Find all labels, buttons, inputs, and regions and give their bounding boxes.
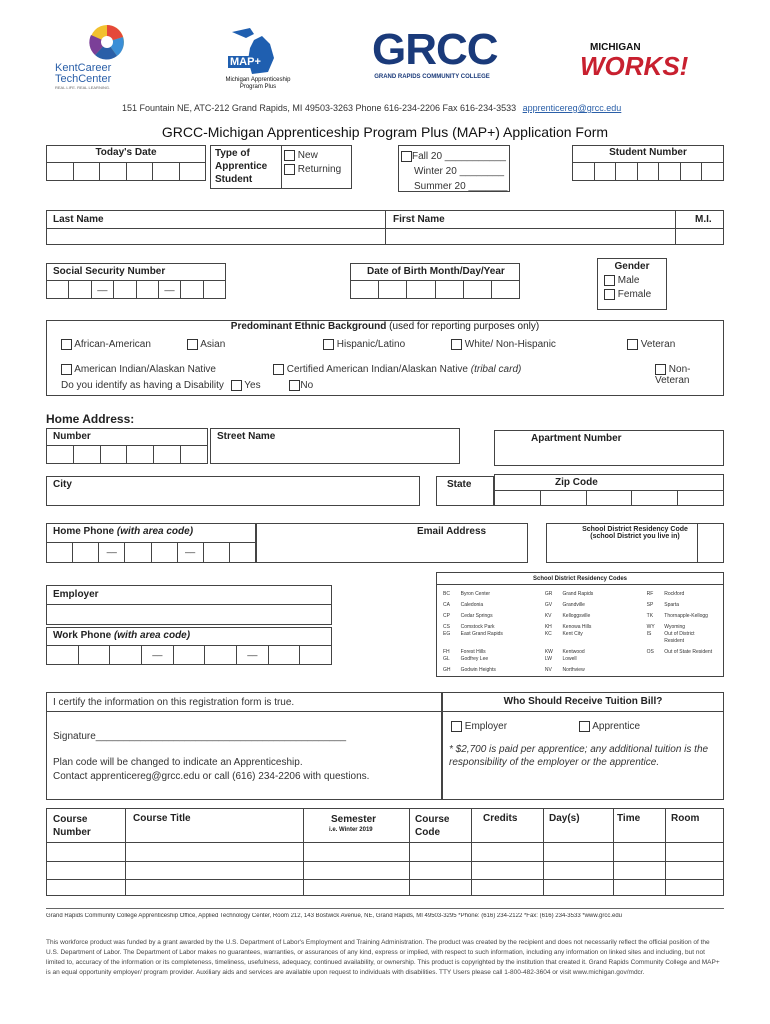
employer-label: Employer bbox=[53, 589, 99, 600]
ssn-box bbox=[46, 263, 226, 299]
home-phone-label: Home Phone bbox=[53, 526, 115, 537]
credits-label: Credits bbox=[483, 813, 518, 824]
district-cell: GR bbox=[544, 591, 553, 597]
tuition-employer-checkbox[interactable] bbox=[451, 721, 462, 732]
course-title-label: Course Title bbox=[133, 813, 191, 824]
type-label-1: Type of bbox=[215, 148, 250, 159]
street-box[interactable] bbox=[210, 428, 460, 464]
home-phone-dash-2: __ bbox=[178, 543, 204, 562]
ethnic-box bbox=[46, 320, 724, 396]
dob-input[interactable] bbox=[351, 280, 519, 298]
ssn-label: Social Security Number bbox=[53, 266, 166, 277]
district-cell bbox=[647, 667, 665, 674]
district-cell: GH bbox=[443, 667, 451, 673]
room-label: Room bbox=[671, 813, 700, 824]
district-cell: NV bbox=[544, 667, 552, 673]
district-cell: Out of State Resident bbox=[664, 649, 713, 655]
gender-label: Gender bbox=[614, 261, 650, 272]
course-entry-rows[interactable] bbox=[47, 843, 723, 895]
tuition-box bbox=[442, 692, 724, 800]
district-cell: Grandville bbox=[562, 602, 585, 608]
district-row bbox=[443, 624, 723, 645]
employer-input[interactable] bbox=[46, 605, 332, 625]
district-cell: SP bbox=[646, 602, 654, 608]
male-label: Male bbox=[617, 275, 640, 287]
semester-label: Semester bbox=[331, 814, 377, 825]
tuition-title: Who Should Receive Tuition Bill? bbox=[503, 696, 663, 707]
district-cell: GV bbox=[544, 602, 553, 608]
tribal-card-note: (tribal card) bbox=[470, 364, 522, 376]
non-veteran-checkbox[interactable] bbox=[655, 364, 666, 375]
asian-checkbox[interactable] bbox=[187, 339, 198, 350]
district-cell: Comstock Park East Grand Rapids bbox=[460, 624, 503, 637]
veteran-label: Veteran bbox=[640, 339, 676, 351]
map-plus-sub1: Michigan Apprenticeship bbox=[225, 77, 291, 83]
ssn-input[interactable] bbox=[47, 280, 225, 298]
email-label: Email Address bbox=[417, 526, 487, 537]
district-codes-table bbox=[436, 572, 724, 677]
disability-no-label: No bbox=[300, 380, 314, 392]
header-address-line bbox=[122, 103, 621, 113]
winter-label: Winter 20 ________ bbox=[414, 166, 505, 177]
district-row bbox=[443, 649, 723, 663]
district-row bbox=[443, 602, 723, 609]
todays-date-input[interactable] bbox=[47, 162, 205, 180]
type-label-2: Apprentice bbox=[215, 161, 268, 172]
ethnic-title: Predominant Ethnic Background bbox=[230, 321, 387, 332]
home-phone-input[interactable] bbox=[47, 542, 255, 562]
tuition-apprentice-label: Apprentice bbox=[592, 721, 641, 733]
semester-note: i.e. Winter 2019 bbox=[329, 827, 373, 833]
district-cell: Northview bbox=[562, 667, 585, 673]
disability-yes-label: Yes bbox=[244, 380, 261, 392]
district-code-input[interactable] bbox=[697, 524, 723, 562]
ssn-dash-1: __ bbox=[92, 281, 114, 298]
header-email-link[interactable]: apprenticereg@grcc.edu bbox=[522, 103, 622, 113]
district-cell: Kenowa Hills Kent City bbox=[562, 624, 592, 637]
district-cell: Forest Hills Godfrey Lee bbox=[460, 649, 489, 662]
courses-table bbox=[46, 808, 724, 896]
district-cell: Cedar Springs bbox=[460, 613, 493, 619]
female-checkbox[interactable] bbox=[604, 289, 615, 300]
district-cell: RF bbox=[646, 591, 654, 597]
home-address-heading: Home Address: bbox=[46, 412, 135, 426]
african-american-checkbox[interactable] bbox=[61, 339, 72, 350]
work-phone-label: Work Phone bbox=[53, 630, 112, 641]
footer-address: Grand Rapids Community College Apprenticeship Office, Applied Technology Center, Room 212, 143 Bostwick Avenue, NE, Grand Rapids, MI 49503-3295 *Phone: (616) 234-2122 *Fax: (616) 234-3533 *www.grcc.edu bbox=[46, 913, 623, 919]
grcc-logo-sub: GRAND RAPIDS COMMUNITY COLLEGE bbox=[374, 74, 490, 80]
email-box[interactable] bbox=[256, 523, 528, 563]
district-cell: Thornapple-Kellogg bbox=[664, 613, 708, 619]
gender-box bbox=[597, 258, 667, 310]
district-cell: Sparta bbox=[664, 602, 680, 608]
district-cell: KW LW bbox=[544, 649, 553, 662]
veteran-checkbox[interactable] bbox=[627, 339, 638, 350]
district-cell: Wyoming Out of District Resident bbox=[664, 624, 695, 644]
district-cell: Kelloggsville bbox=[562, 613, 591, 619]
michigan-works-top: MICHIGAN bbox=[590, 42, 641, 53]
non-veteran-label: Non-Veteran bbox=[655, 364, 691, 387]
ethnic-title-note: (used for reporting purposes only) bbox=[389, 321, 540, 332]
fall-checkbox[interactable] bbox=[401, 151, 412, 162]
certify-text: I certify the information on this registration form is true. bbox=[53, 697, 295, 708]
page-title: GRCC-Michigan Apprenticeship Program Plus (MAP+) Application Form bbox=[161, 124, 609, 140]
district-cell: FH GL bbox=[443, 649, 450, 662]
kent-logo-line1: KentCareer bbox=[55, 62, 112, 74]
work-phone-input[interactable] bbox=[47, 645, 331, 664]
student-type-box bbox=[210, 145, 352, 189]
work-phone-dash-2: __ bbox=[237, 646, 269, 664]
contact-note: Contact apprenticereg@grcc.edu or call (616) 234-2206 with questions. bbox=[53, 771, 370, 782]
course-number-label-1: Course bbox=[53, 814, 88, 825]
disability-question: Do you identify as having a Disability bbox=[61, 380, 224, 392]
district-cell: OS bbox=[646, 649, 654, 655]
course-code-label-1: Course bbox=[415, 814, 450, 825]
district-codes-title: School District Residency Codes bbox=[437, 573, 723, 585]
name-box bbox=[46, 210, 724, 245]
type-label-3: Student bbox=[215, 174, 253, 185]
female-label: Female bbox=[617, 289, 652, 301]
work-phone-dash-1: __ bbox=[142, 646, 174, 664]
last-name-label: Last Name bbox=[53, 214, 104, 225]
district-cell: CS EG bbox=[443, 624, 451, 637]
apartment-label: Apartment Number bbox=[531, 433, 622, 444]
district-cell bbox=[664, 667, 723, 674]
course-code-label-2: Code bbox=[415, 827, 440, 838]
address-number-label: Number bbox=[53, 431, 91, 442]
course-number-label-2: Number bbox=[53, 827, 91, 838]
dob-label: Date of Birth Month/Day/Year bbox=[367, 266, 505, 277]
disability-no-checkbox[interactable] bbox=[289, 380, 300, 391]
white-label: White/ Non-Hispanic bbox=[464, 339, 556, 351]
zip-label: Zip Code bbox=[555, 477, 598, 488]
district-cell: Godwin Heights bbox=[460, 667, 496, 673]
work-phone-area-note: (with area code) bbox=[113, 630, 191, 641]
district-cell: CA bbox=[443, 602, 450, 608]
student-number-input[interactable] bbox=[573, 162, 723, 180]
time-label: Time bbox=[617, 813, 641, 824]
zip-box bbox=[494, 474, 724, 506]
footer-disclaimer: This workforce product was funded by a grant awarded by the U.S. Department of Labor's Employment and Training Administration. The product was created by the recipient and does not necessarily reflect the official position of the U.S. Department of Labor. The Department of Labor makes no guarantees, warranties, or assurances of any kind, express or implied, with respect to such information, including any information on linked sites and including, but not limited to, accuracy of the information or its completeness, timeliness, usefulness, adequacy, continued availability, or ownership. This product is copyrighted by the institution that created it. Grand Rapids Community College and MAP+ is an equal opportunity employer/ program provider. Auxiliary aids and services are available upon request to individuals with disabilities. TTY Users please call 1-800-482-3604 or visit www.michigan.gov/mdcr. bbox=[46, 939, 720, 976]
address-number-box bbox=[46, 428, 208, 464]
zip-input[interactable] bbox=[495, 490, 723, 505]
summer-label: Summer 20 _______ bbox=[414, 181, 508, 192]
district-cell: BC bbox=[443, 591, 450, 597]
district-code-label-2: (school District you live in) bbox=[590, 533, 680, 540]
home-phone-dash-1: __ bbox=[99, 543, 125, 562]
hispanic-checkbox[interactable] bbox=[323, 339, 334, 350]
district-cell: Caledonia bbox=[460, 602, 484, 608]
state-box[interactable] bbox=[436, 476, 494, 506]
native-checkbox[interactable] bbox=[61, 364, 72, 375]
kent-logo-line2: TechCenter bbox=[55, 73, 112, 85]
plan-code-note: Plan code will be changed to indicate an Apprenticeship. bbox=[53, 757, 303, 768]
hispanic-label: Hispanic/Latino bbox=[336, 339, 406, 351]
home-phone-box bbox=[46, 523, 256, 563]
employer-box bbox=[46, 585, 332, 605]
fall-label: Fall 20 ___________ bbox=[412, 151, 506, 162]
michigan-works-main: WORKS! bbox=[580, 51, 689, 81]
student-number-box bbox=[572, 145, 724, 181]
district-row bbox=[443, 613, 723, 620]
mi-label: M.I. bbox=[695, 214, 712, 225]
city-label: City bbox=[53, 479, 72, 490]
dob-box bbox=[350, 263, 520, 299]
todays-date-box bbox=[46, 145, 206, 181]
term-box bbox=[398, 145, 510, 192]
work-phone-box bbox=[46, 627, 332, 665]
home-phone-area-note: (with area code) bbox=[116, 526, 194, 537]
returning-checkbox[interactable] bbox=[284, 164, 295, 175]
returning-label: Returning bbox=[297, 164, 342, 176]
grcc-logo-name: GRCC bbox=[372, 25, 498, 74]
first-name-label: First Name bbox=[393, 214, 445, 225]
name-input-row[interactable] bbox=[47, 228, 723, 229]
todays-date-label: Today's Date bbox=[95, 147, 157, 158]
address-number-input[interactable] bbox=[47, 445, 207, 463]
disability-yes-checkbox[interactable] bbox=[231, 380, 242, 391]
district-code-box bbox=[546, 523, 724, 563]
certified-native-label: Certified American Indian/Alaskan Native bbox=[286, 364, 468, 376]
district-row bbox=[443, 667, 723, 674]
certify-box bbox=[46, 692, 442, 800]
district-cell: TK bbox=[646, 613, 654, 619]
header-address: 151 Fountain NE, ATC-212 Grand Rapids, MI 49503-3263 Phone 616-234-2206 Fax 616-234-3533 bbox=[122, 103, 517, 113]
district-cell: Byron Center bbox=[460, 591, 491, 597]
certified-native-checkbox[interactable] bbox=[273, 364, 284, 375]
male-checkbox[interactable] bbox=[604, 275, 615, 286]
map-plus-logo bbox=[218, 22, 298, 94]
kent-logo-mark-icon bbox=[77, 22, 137, 62]
map-plus-name: MAP+ bbox=[230, 56, 261, 68]
state-label: State bbox=[447, 479, 472, 490]
district-cell: KV bbox=[544, 613, 552, 619]
district-cell: Kentwood Lowell bbox=[562, 649, 585, 662]
tuition-apprentice-checkbox[interactable] bbox=[579, 721, 590, 732]
african-american-label: African-American bbox=[74, 339, 151, 351]
grcc-logo bbox=[372, 25, 498, 88]
map-plus-sub2: Program Plus bbox=[239, 84, 277, 90]
michigan-works-logo bbox=[580, 42, 690, 87]
district-code-label-1: School District Residency Code bbox=[582, 526, 688, 533]
district-cell: CP bbox=[443, 613, 450, 619]
city-box[interactable] bbox=[46, 476, 420, 506]
days-label: Day(s) bbox=[549, 813, 580, 824]
kent-career-logo bbox=[55, 22, 155, 94]
tuition-employer-label: Employer bbox=[464, 721, 508, 733]
ssn-dash-2: __ bbox=[159, 281, 181, 298]
white-checkbox[interactable] bbox=[451, 339, 462, 350]
asian-label: Asian bbox=[200, 339, 226, 351]
street-label: Street Name bbox=[217, 431, 276, 442]
tuition-note: * $2,700 is paid per apprentice; any additional tuition is the responsibility of the employer or the apprentice. bbox=[449, 744, 709, 768]
district-cell: WY IS bbox=[646, 624, 655, 637]
native-label: American Indian/Alaskan Native bbox=[74, 364, 216, 376]
district-row bbox=[443, 591, 723, 598]
district-cell: Rockford bbox=[664, 591, 685, 597]
district-cell: Grand Rapids bbox=[562, 591, 594, 597]
apartment-box[interactable] bbox=[494, 430, 724, 466]
student-number-label: Student Number bbox=[609, 147, 687, 158]
signature-line[interactable]: Signature_____________________________________________ bbox=[53, 731, 347, 742]
kent-logo-tag: REAL LIFE. REAL LEARNING. bbox=[55, 85, 111, 90]
district-cell: KH KC bbox=[544, 624, 552, 637]
new-checkbox[interactable] bbox=[284, 150, 295, 161]
new-label: New bbox=[297, 150, 318, 162]
